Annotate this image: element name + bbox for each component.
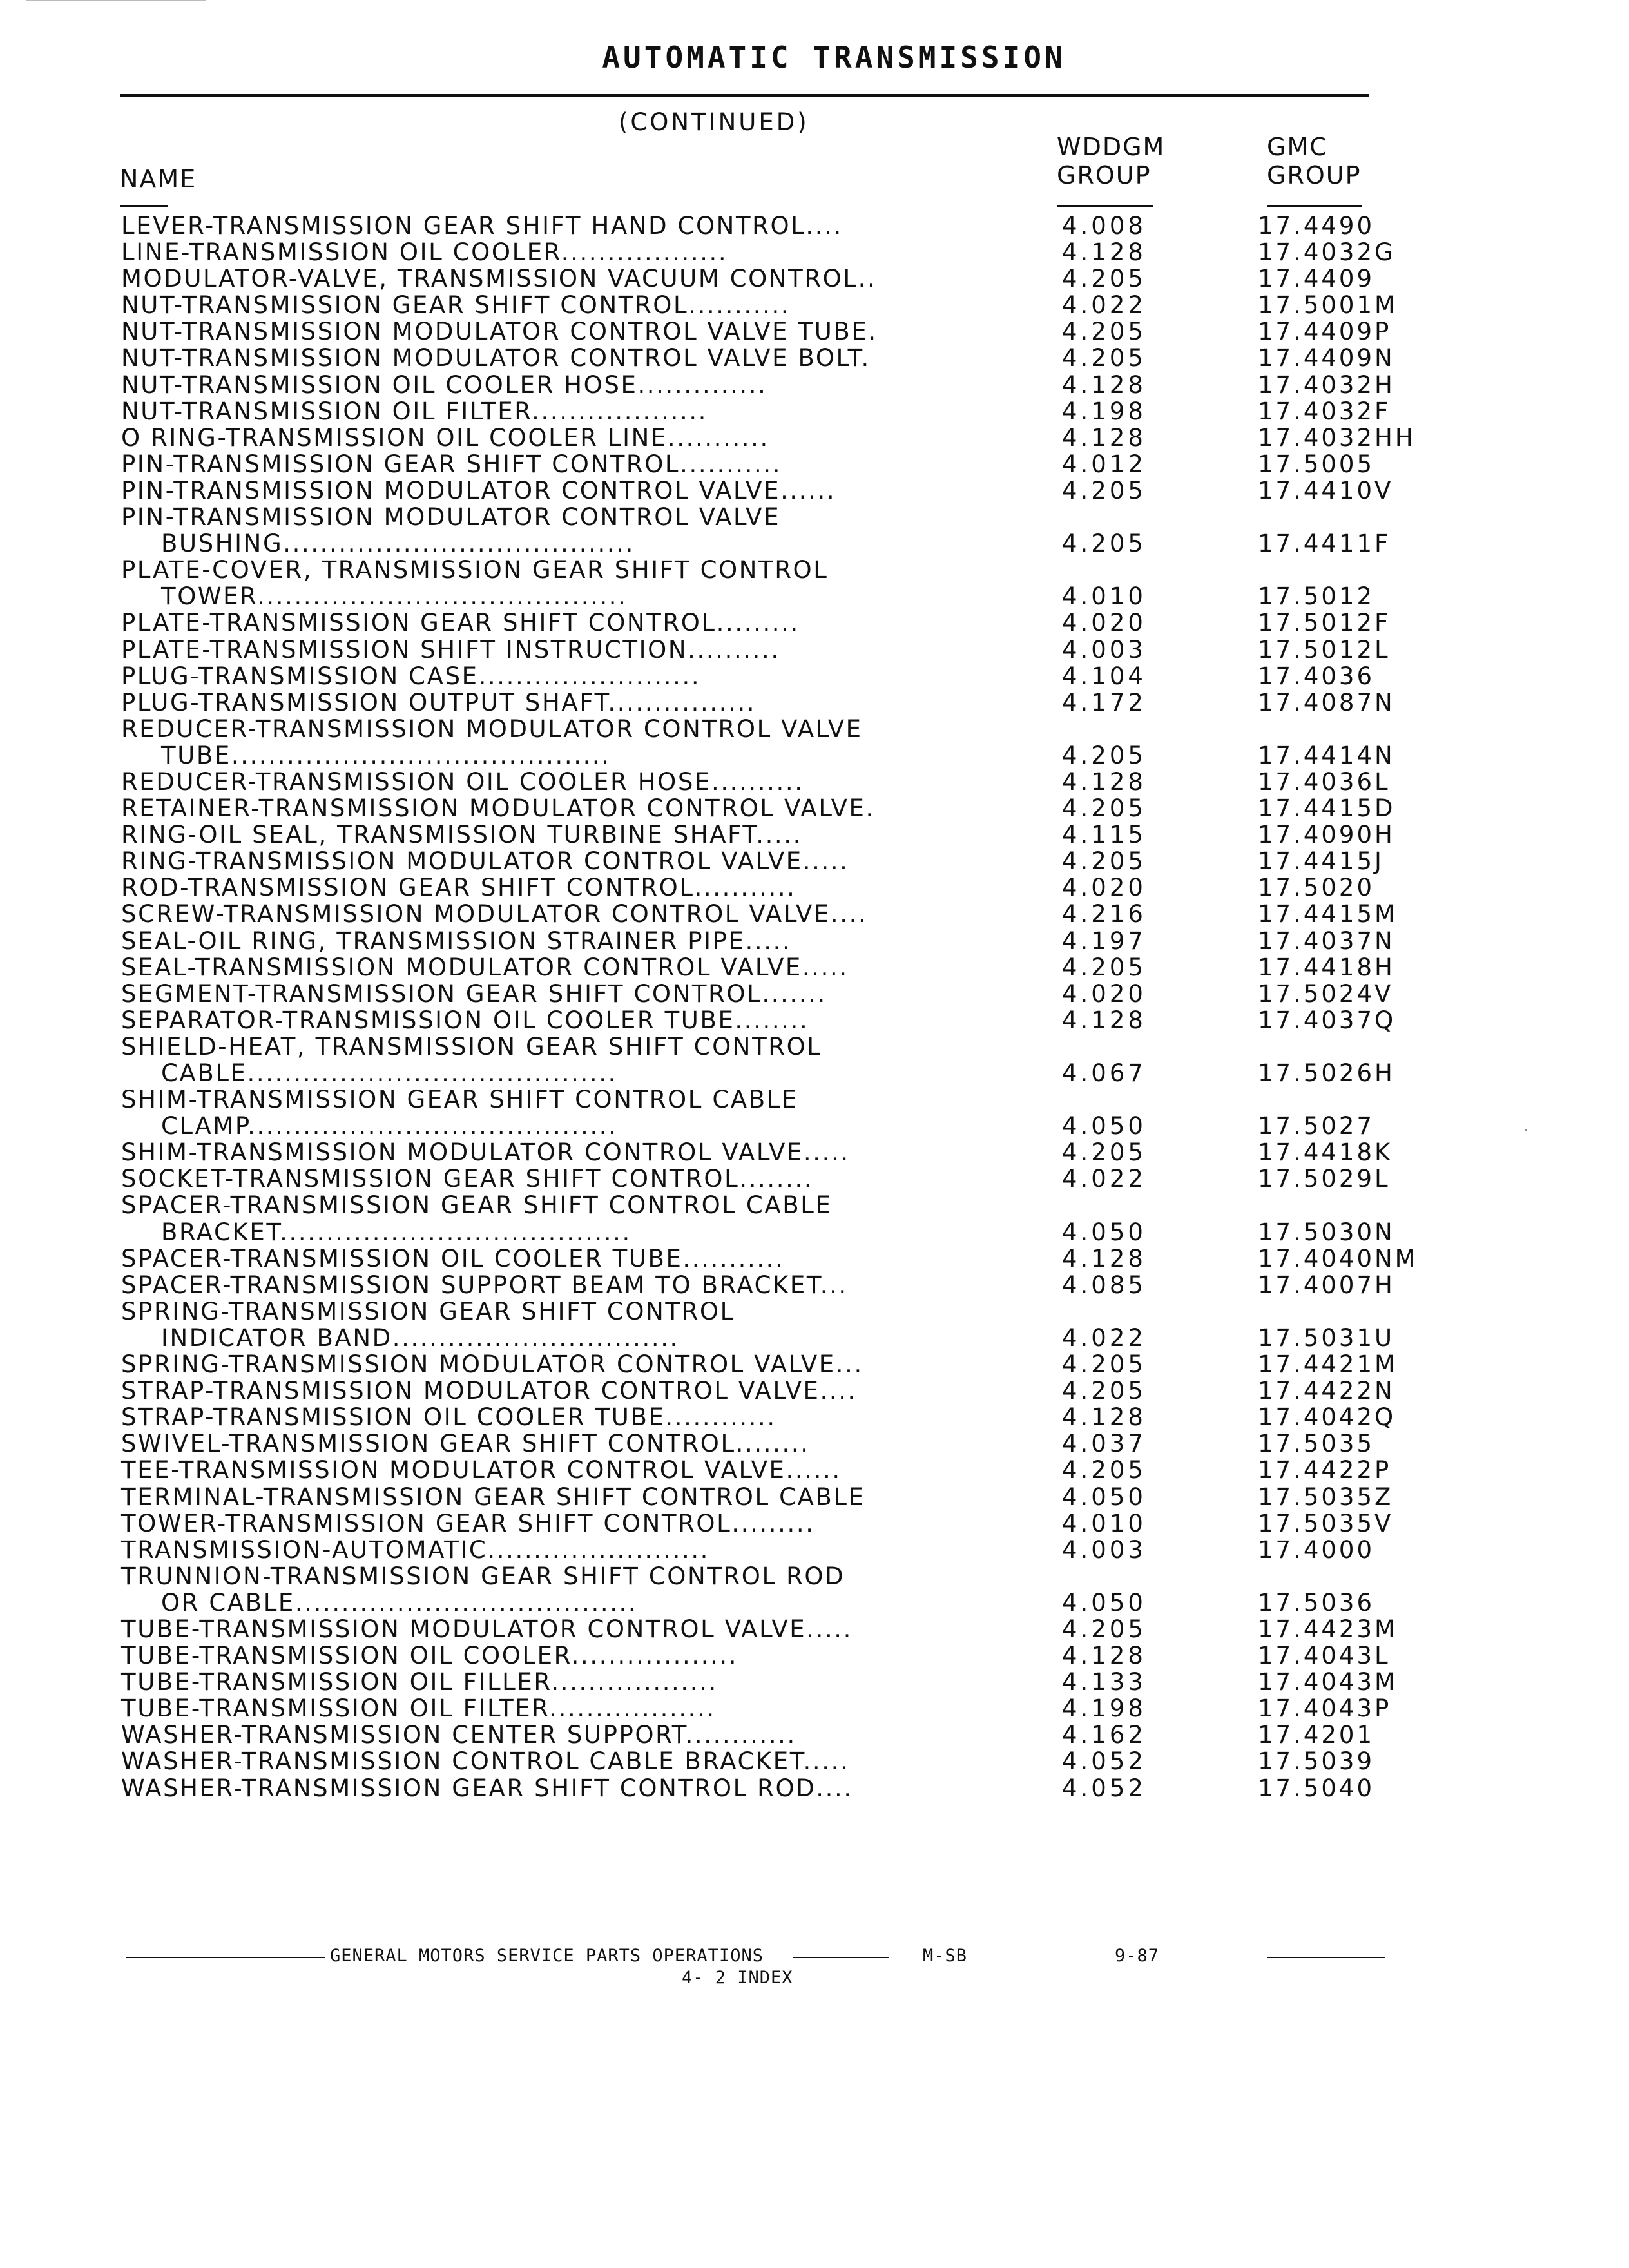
table-row (0, 663, 1629, 689)
table-row (0, 610, 1629, 636)
wddgm-group: 4.162 (1062, 1721, 1146, 1749)
gmc-group: 17.5024V (1258, 979, 1394, 1008)
wddgm-group: 4.128 (1062, 1403, 1146, 1432)
wddgm-group: 4.198 (1062, 1695, 1146, 1723)
wddgm-group: 4.205 (1062, 476, 1146, 505)
wddgm-group: 4.197 (1062, 927, 1146, 955)
gmc-group: 17.4423M (1258, 1615, 1398, 1643)
gmc-group: 17.4409P (1258, 318, 1392, 346)
wddgm-group: 4.205 (1062, 265, 1146, 293)
table-row (0, 425, 1629, 451)
wddgm-group: 4.050 (1062, 1483, 1146, 1511)
part-name: ROD-TRANSMISSION GEAR SHIFT CONTROL........... (121, 874, 796, 902)
gmc-group: 17.4414N (1258, 741, 1395, 769)
wddgm-group: 4.205 (1062, 741, 1146, 769)
part-name: TRUNNION-TRANSMISSION GEAR SHIFT CONTROL ROD (121, 1562, 845, 1590)
wddgm-group: 4.003 (1062, 1535, 1146, 1564)
wddgm-group: 4.205 (1062, 1456, 1146, 1485)
wddgm-group: 4.050 (1062, 1218, 1146, 1246)
part-name: TUBE-TRANSMISSION OIL COOLER.................. (121, 1642, 738, 1670)
table-row (0, 848, 1629, 874)
part-name: SHIELD-HEAT, TRANSMISSION GEAR SHIFT CONTROL (121, 1032, 822, 1061)
wddgm-group: 4.205 (1062, 318, 1146, 346)
part-name: PIN-TRANSMISSION MODULATOR CONTROL VALVE (121, 503, 781, 532)
gmc-group: 17.4411F (1258, 530, 1391, 558)
part-name: SCREW-TRANSMISSION MODULATOR CONTROL VALVE.... (121, 900, 868, 928)
gmc-group: 17.4042Q (1258, 1403, 1396, 1432)
gmc-group: 17.5027 (1258, 1112, 1375, 1140)
gmc-group: 17.4421M (1258, 1350, 1398, 1379)
part-name: WASHER-TRANSMISSION CENTER SUPPORT............ (121, 1721, 796, 1749)
wddgm-group: 4.128 (1062, 1244, 1146, 1273)
wddgm-group: 4.104 (1062, 662, 1146, 690)
table-row (0, 477, 1629, 504)
title-rule (120, 94, 1369, 97)
table-row (0, 1033, 1629, 1060)
part-name: NUT-TRANSMISSION MODULATOR CONTROL VALVE TUBE. (121, 318, 878, 346)
part-name: TUBE......................................... (161, 741, 611, 769)
table-row (0, 822, 1629, 848)
part-name: SPACER-TRANSMISSION OIL COOLER TUBE........... (121, 1244, 785, 1273)
wddgm-group: 4.205 (1062, 794, 1146, 823)
part-name: SOCKET-TRANSMISSION GEAR SHIFT CONTROL........ (121, 1165, 814, 1193)
footer-code: M-SB (923, 1946, 968, 1966)
table-row (0, 1510, 1629, 1537)
wddgm-group: 4.172 (1062, 688, 1146, 716)
part-name: PLUG-TRANSMISSION CASE........................ (121, 662, 701, 690)
table-row (0, 1086, 1629, 1113)
part-name: NUT-TRANSMISSION OIL FILTER................... (121, 397, 708, 425)
part-name: RING-TRANSMISSION MODULATOR CONTROL VALVE..... (121, 847, 849, 876)
continued-label: (CONTINUED) (619, 108, 809, 136)
part-name: SHIM-TRANSMISSION GEAR SHIFT CONTROL CABLE (121, 1086, 798, 1114)
column-header-name: NAME (120, 165, 197, 193)
wddgm-group: 4.128 (1062, 423, 1146, 452)
wddgm-group: 4.050 (1062, 1112, 1146, 1140)
table-row (0, 1351, 1629, 1378)
name-header-rule (120, 205, 168, 207)
gmc-group: 17.4032H (1258, 370, 1395, 399)
table-row (0, 583, 1629, 610)
footer-index: 4- 2 INDEX (682, 1968, 793, 1988)
wddgm-group: 4.128 (1062, 767, 1146, 796)
wddgm-group: 4.205 (1062, 344, 1146, 372)
wddgm-group: 4.128 (1062, 238, 1146, 267)
wddgm-group: 4.205 (1062, 953, 1146, 981)
gmc-group: 17.4000 (1258, 1535, 1375, 1564)
table-row (0, 265, 1629, 292)
wddgm-group: 4.022 (1062, 1323, 1146, 1352)
gmc-group: 17.5030N (1258, 1218, 1395, 1246)
part-name: NUT-TRANSMISSION OIL COOLER HOSE.............. (121, 370, 767, 399)
gmc-group: 17.5005 (1258, 450, 1375, 478)
column-header-wddgm (1057, 133, 1165, 189)
wddgm-group: 4.216 (1062, 900, 1146, 928)
part-name: TUBE-TRANSMISSION MODULATOR CONTROL VALVE..... (121, 1615, 853, 1643)
gmc-group: 17.5036 (1258, 1588, 1375, 1617)
gmc-group: 17.4032F (1258, 397, 1391, 425)
table-row (0, 1219, 1629, 1245)
table-row (0, 1722, 1629, 1748)
footer-publisher: GENERAL MOTORS SERVICE PARTS OPERATIONS (330, 1946, 764, 1966)
gmc-group: 17.4032HH (1258, 423, 1416, 452)
table-row (0, 742, 1629, 769)
table-row (0, 1272, 1629, 1298)
column-header-gmc-line1: GMC (1267, 133, 1328, 161)
part-name: CABLE........................................ (161, 1059, 617, 1087)
table-row (0, 1139, 1629, 1166)
gmc-group: 17.4036 (1258, 662, 1375, 690)
part-name: SEAL-OIL RING, TRANSMISSION STRAINER PIPE..... (121, 927, 792, 955)
table-row (0, 1060, 1629, 1086)
wddgm-group: 4.205 (1062, 1377, 1146, 1405)
gmc-group: 17.4409 (1258, 265, 1375, 293)
part-name: LINE-TRANSMISSION OIL COOLER.................. (121, 238, 728, 267)
wddgm-group: 4.052 (1062, 1747, 1146, 1776)
wddgm-group: 4.205 (1062, 530, 1146, 558)
part-name: LEVER-TRANSMISSION GEAR SHIFT HAND CONTROL.... (121, 212, 843, 240)
part-name: O RING-TRANSMISSION OIL COOLER LINE........... (121, 423, 769, 452)
part-name: NUT-TRANSMISSION MODULATOR CONTROL VALVE BOLT. (121, 344, 871, 372)
wddgm-group: 4.205 (1062, 847, 1146, 876)
part-name: BUSHING...................................... (161, 530, 635, 558)
gmc-group: 17.5039 (1258, 1747, 1375, 1776)
gmc-group: 17.5035Z (1258, 1483, 1394, 1511)
table-row (0, 1563, 1629, 1590)
gmc-group: 17.4201 (1258, 1721, 1375, 1749)
table-row (0, 1325, 1629, 1351)
part-name: TOWER-TRANSMISSION GEAR SHIFT CONTROL......... (121, 1509, 815, 1537)
table-row (0, 530, 1629, 557)
table-row (0, 901, 1629, 927)
table-row (0, 1378, 1629, 1404)
table-row (0, 874, 1629, 901)
table-row (0, 318, 1629, 345)
gmc-group: 17.4043M (1258, 1668, 1398, 1696)
table-row (0, 689, 1629, 716)
wddgm-group: 4.128 (1062, 370, 1146, 399)
footer-rule-left (126, 1957, 325, 1958)
gmc-group: 17.4415M (1258, 900, 1398, 928)
part-name: SHIM-TRANSMISSION MODULATOR CONTROL VALVE..... (121, 1139, 850, 1167)
table-row (0, 1007, 1629, 1033)
parts-index-table (0, 213, 1629, 1802)
gmc-group: 17.5020 (1258, 874, 1375, 902)
gmc-group: 17.4422P (1258, 1456, 1392, 1485)
gmc-group: 17.4043P (1258, 1695, 1392, 1723)
part-name: TEE-TRANSMISSION MODULATOR CONTROL VALVE...... (121, 1456, 842, 1485)
gmc-group: 17.5035 (1258, 1430, 1375, 1458)
column-header-wddgm-line2: GROUP (1057, 161, 1152, 189)
wddgm-group: 4.020 (1062, 979, 1146, 1008)
part-name: RETAINER-TRANSMISSION MODULATOR CONTROL VALVE. (121, 794, 875, 823)
gmc-group: 17.5040 (1258, 1774, 1375, 1802)
table-row (0, 795, 1629, 822)
gmc-group: 17.4409N (1258, 344, 1395, 372)
table-row (0, 1484, 1629, 1510)
table-row (0, 557, 1629, 583)
gmc-group: 17.5012F (1258, 609, 1391, 637)
part-name: PLATE-TRANSMISSION GEAR SHIFT CONTROL......... (121, 609, 800, 637)
wddgm-group: 4.115 (1062, 821, 1146, 849)
column-header-gmc (1267, 133, 1362, 189)
wddgm-group: 4.022 (1062, 1165, 1146, 1193)
wddgm-group: 4.012 (1062, 450, 1146, 478)
wddgm-group: 4.085 (1062, 1271, 1146, 1299)
footer-date: 9-87 (1115, 1946, 1160, 1966)
wddgm-group: 4.010 (1062, 1509, 1146, 1537)
part-name: TUBE-TRANSMISSION OIL FILTER.................. (121, 1695, 716, 1723)
gmc-group: 17.4043L (1258, 1642, 1391, 1670)
wddgm-group: 4.128 (1062, 1642, 1146, 1670)
gmc-group: 17.5026H (1258, 1059, 1395, 1087)
part-name: RING-OIL SEAL, TRANSMISSION TURBINE SHAFT..... (121, 821, 803, 849)
part-name: INDICATOR BAND............................... (161, 1323, 679, 1352)
part-name: SPRING-TRANSMISSION MODULATOR CONTROL VALVE... (121, 1350, 863, 1379)
part-name: SPRING-TRANSMISSION GEAR SHIFT CONTROL (121, 1297, 735, 1325)
gmc-group: 17.5029L (1258, 1165, 1391, 1193)
table-row (0, 1748, 1629, 1774)
gmc-group: 17.4415J (1258, 847, 1384, 876)
wddgm-group: 4.003 (1062, 635, 1146, 664)
part-name: TUBE-TRANSMISSION OIL FILLER.................. (121, 1668, 718, 1696)
gmc-group: 17.4418K (1258, 1139, 1393, 1167)
gmc-group: 17.4032G (1258, 238, 1396, 267)
table-row (0, 1537, 1629, 1563)
wddgm-group: 4.010 (1062, 582, 1146, 611)
part-name: TOWER........................................ (161, 582, 628, 611)
gmc-group: 17.4418H (1258, 953, 1395, 981)
table-row (0, 1245, 1629, 1272)
wddgm-group: 4.205 (1062, 1615, 1146, 1643)
wddgm-group: 4.050 (1062, 1588, 1146, 1617)
gmc-group: 17.4037Q (1258, 1006, 1396, 1034)
part-name: SWIVEL-TRANSMISSION GEAR SHIFT CONTROL........ (121, 1430, 810, 1458)
gmc-group: 17.5012 (1258, 582, 1375, 611)
table-row (0, 981, 1629, 1007)
table-row (0, 1192, 1629, 1218)
table-row (0, 213, 1629, 239)
part-name: REDUCER-TRANSMISSION MODULATOR CONTROL VALVE (121, 715, 863, 743)
table-row (0, 372, 1629, 398)
table-row (0, 239, 1629, 265)
table-row (0, 1590, 1629, 1616)
part-name: REDUCER-TRANSMISSION OIL COOLER HOSE.......... (121, 767, 804, 796)
gmc-group: 17.4007H (1258, 1271, 1395, 1299)
table-row (0, 716, 1629, 742)
table-row (0, 1113, 1629, 1139)
part-name: WASHER-TRANSMISSION GEAR SHIFT CONTROL ROD.... (121, 1774, 853, 1802)
gmc-group: 17.5031U (1258, 1323, 1395, 1352)
table-row (0, 292, 1629, 318)
part-name: WASHER-TRANSMISSION CONTROL CABLE BRACKET..... (121, 1747, 850, 1776)
footer-rule-mid (793, 1957, 889, 1958)
footer-rule-right (1267, 1957, 1385, 1958)
table-row (0, 769, 1629, 795)
table-row (0, 451, 1629, 477)
gmc-group: 17.4090H (1258, 821, 1395, 849)
column-header-wddgm-line1: WDDGM (1057, 133, 1166, 161)
wddgm-group: 4.020 (1062, 609, 1146, 637)
gmc-group: 17.4422N (1258, 1377, 1395, 1405)
page-title: AUTOMATIC TRANSMISSION (602, 40, 1066, 75)
part-name: STRAP-TRANSMISSION MODULATOR CONTROL VALVE.... (121, 1377, 857, 1405)
wddgm-group: 4.128 (1062, 1006, 1146, 1034)
table-row (0, 398, 1629, 425)
wddgm-group: 4.205 (1062, 1139, 1146, 1167)
wddgm-header-rule (1057, 205, 1153, 207)
table-row (0, 1695, 1629, 1722)
part-name: TERMINAL-TRANSMISSION GEAR SHIFT CONTROL CABLE (121, 1483, 865, 1511)
part-name: OR CABLE..................................... (161, 1588, 638, 1617)
part-name: PLUG-TRANSMISSION OUTPUT SHAFT................ (121, 688, 757, 716)
gmc-header-rule (1267, 205, 1362, 207)
gmc-group: 17.4037N (1258, 927, 1395, 955)
wddgm-group: 4.008 (1062, 212, 1146, 240)
wddgm-group: 4.205 (1062, 1350, 1146, 1379)
table-row (0, 1298, 1629, 1325)
table-row (0, 1616, 1629, 1642)
part-name: PIN-TRANSMISSION MODULATOR CONTROL VALVE...... (121, 476, 836, 505)
table-row (0, 345, 1629, 371)
gmc-group: 17.5012L (1258, 635, 1391, 664)
wddgm-group: 4.037 (1062, 1430, 1146, 1458)
gmc-group: 17.5001M (1258, 291, 1398, 320)
wddgm-group: 4.198 (1062, 397, 1146, 425)
part-name: MODULATOR-VALVE, TRANSMISSION VACUUM CONTROL.. (121, 265, 877, 293)
part-name: TRANSMISSION-AUTOMATIC........................ (121, 1535, 710, 1564)
table-row (0, 928, 1629, 954)
part-name: SEPARATOR-TRANSMISSION OIL COOLER TUBE........ (121, 1006, 809, 1034)
part-name: STRAP-TRANSMISSION OIL COOLER TUBE............ (121, 1403, 776, 1432)
part-name: SPACER-TRANSMISSION GEAR SHIFT CONTROL CABLE (121, 1191, 833, 1220)
table-row (0, 1775, 1629, 1802)
table-row (0, 1642, 1629, 1669)
part-name: PLATE-COVER, TRANSMISSION GEAR SHIFT CONTROL (121, 556, 829, 584)
gmc-group: 17.4490 (1258, 212, 1375, 240)
part-name: NUT-TRANSMISSION GEAR SHIFT CONTROL........... (121, 291, 791, 320)
column-header-gmc-line2: GROUP (1267, 161, 1362, 189)
gmc-group: 17.4036L (1258, 767, 1391, 796)
wddgm-group: 4.067 (1062, 1059, 1146, 1087)
scan-mark (26, 0, 206, 1)
wddgm-group: 4.052 (1062, 1774, 1146, 1802)
part-name: PIN-TRANSMISSION GEAR SHIFT CONTROL........... (121, 450, 782, 478)
table-row (0, 954, 1629, 981)
wddgm-group: 4.133 (1062, 1668, 1146, 1696)
gmc-group: 17.5035V (1258, 1509, 1394, 1537)
part-name: PLATE-TRANSMISSION SHIFT INSTRUCTION.......... (121, 635, 780, 664)
table-row (0, 637, 1629, 663)
part-name: SPACER-TRANSMISSION SUPPORT BEAM TO BRACKET... (121, 1271, 848, 1299)
wddgm-group: 4.022 (1062, 291, 1146, 320)
part-name: SEGMENT-TRANSMISSION GEAR SHIFT CONTROL....... (121, 979, 827, 1008)
table-row (0, 1166, 1629, 1192)
gmc-group: 17.4087N (1258, 688, 1395, 716)
gmc-group: 17.4415D (1258, 794, 1396, 823)
part-name: BRACKET...................................... (161, 1218, 631, 1246)
table-row (0, 1669, 1629, 1695)
table-row (0, 1404, 1629, 1430)
gmc-group: 17.4410V (1258, 476, 1394, 505)
table-row (0, 504, 1629, 530)
wddgm-group: 4.020 (1062, 874, 1146, 902)
part-name: SEAL-TRANSMISSION MODULATOR CONTROL VALVE..... (121, 953, 849, 981)
table-row (0, 1457, 1629, 1483)
gmc-group: 17.4040NM (1258, 1244, 1418, 1273)
part-name: CLAMP........................................ (161, 1112, 618, 1140)
table-row (0, 1430, 1629, 1457)
